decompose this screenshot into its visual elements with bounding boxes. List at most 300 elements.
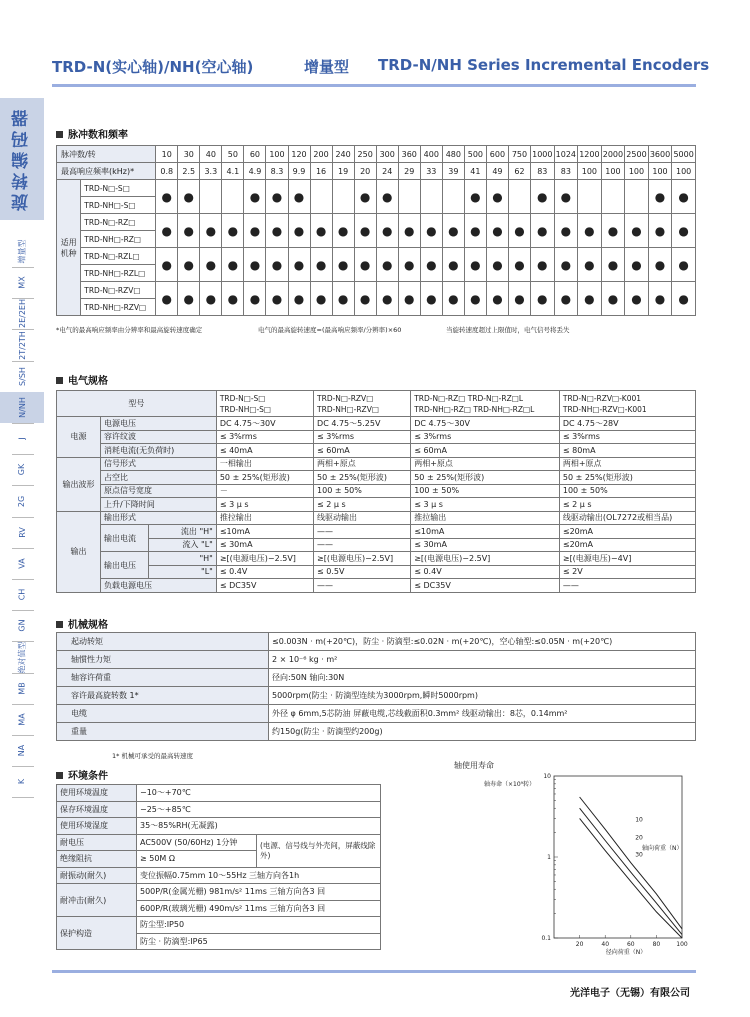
elec-value: 100 ± 50% (411, 484, 560, 498)
availability-dot (332, 180, 354, 214)
model-name: TRD-N□-RZL□ (81, 248, 156, 265)
model-name-line: TRD-NH□-RZV□-K001 (562, 404, 647, 414)
availability-dot: ● (486, 282, 508, 316)
elec-value: ≤ DC35V (216, 579, 313, 593)
availability-dot: ● (578, 214, 602, 248)
mechanical-section-label: 机械规格 (68, 620, 108, 631)
freq-cell: 100 (578, 163, 602, 180)
elec-param-label: 电源电压 (101, 417, 217, 431)
availability-dot: ● (266, 248, 288, 282)
env-row (57, 818, 381, 835)
elec-subgroup-label: 输出电压 (101, 552, 149, 579)
pulse-cell: 30 (178, 146, 200, 163)
model-name-line: TRD-NH□-RZ□ TRD-NH□-RZ□L (414, 404, 535, 414)
sidebar-item-label: VA (17, 558, 27, 569)
availability-dot: ● (288, 282, 310, 316)
sidebar-item-label: 增量型 (17, 239, 27, 264)
elec-value: ≥[(电源电压)−2.5V] (314, 552, 411, 566)
sidebar-item[interactable] (0, 704, 44, 735)
env-value: 防尘 · 防滴型:IP65 (137, 933, 381, 950)
freq-row-label: 最高响应频率(kHz)* (57, 163, 156, 180)
sidebar-item[interactable] (0, 361, 44, 392)
freq-cell: 83 (531, 163, 555, 180)
availability-dot: ● (288, 180, 310, 214)
mech-label: 轴惯性力矩 (57, 651, 269, 669)
env-value: 变位振幅0.75mm 10～55Hz 三轴方向各1h (137, 867, 381, 884)
elec-value: ≤ 60mA (411, 444, 560, 458)
mechanical-table (56, 632, 696, 741)
mech-row (57, 723, 696, 741)
mechanical-note: 1* 机械可承受的最高转速度 (112, 752, 193, 760)
availability-dot: ● (398, 282, 420, 316)
sidebar-item[interactable] (0, 330, 44, 361)
model-row (57, 282, 696, 299)
applicable-models-text: 适用机种 (60, 237, 77, 258)
freq-row (57, 163, 696, 180)
availability-dot: ● (156, 214, 178, 248)
pulse-cell: 400 (420, 146, 442, 163)
sidebar-item[interactable] (0, 298, 44, 329)
title-en: TRD-N/NH Series Incremental Encoders (378, 56, 710, 74)
sidebar-item[interactable] (0, 735, 44, 766)
mech-label: 容许最高旋转数 1* (57, 687, 269, 705)
pulse-cell: 100 (266, 146, 288, 163)
freq-cell: 16 (310, 163, 332, 180)
availability-dot: ● (178, 248, 200, 282)
availability-dot: ● (508, 248, 530, 282)
pulse-cell: 500 (464, 146, 486, 163)
elec-value: ≤ 0.4V (411, 565, 560, 579)
environment-section-label: 环境条件 (68, 771, 108, 782)
sidebar (0, 98, 44, 998)
model-name: TRD-NH□-RZ□ (81, 231, 156, 248)
model-name-line: TRD-NH□-RZV□ (317, 404, 379, 414)
freq-cell: 100 (601, 163, 625, 180)
availability-dot: ● (310, 248, 332, 282)
pulse-cell: 360 (398, 146, 420, 163)
x-tick-label: 60 (626, 941, 635, 948)
mech-value: 外径 φ 6mm,5芯防油 屏蔽电缆,芯线截面积0.3mm² 线驱动输出：8芯，0.14mm² (269, 705, 696, 723)
series-line (580, 797, 682, 929)
sidebar-item[interactable] (0, 548, 44, 579)
freq-cell: 3.3 (200, 163, 222, 180)
section-marker-icon (56, 772, 63, 779)
availability-dot: ● (178, 282, 200, 316)
env-label: 使用环境温度 (57, 785, 137, 802)
model-name-line: TRD-N□-RZV□ (317, 393, 374, 403)
pulse-cell: 2000 (601, 146, 625, 163)
elec-value: 两相+原点 (559, 457, 695, 471)
availability-dot: ● (508, 214, 530, 248)
mech-label: 轴容许荷重 (57, 669, 269, 687)
electrical-section-title (56, 372, 108, 387)
elec-row (57, 417, 696, 431)
elec-value: ≤ 3%rms (216, 430, 313, 444)
y-tick-label: 0.1 (541, 935, 551, 942)
availability-dot: ● (442, 282, 464, 316)
availability-dot (310, 180, 332, 214)
elec-value: 两相+原点 (314, 457, 411, 471)
elec-value: － (216, 484, 313, 498)
availability-dot: ● (200, 282, 222, 316)
model-name: TRD-NH□-RZV□ (81, 299, 156, 316)
electrical-table (56, 390, 696, 593)
elec-value: ≤ 3%rms (411, 430, 560, 444)
availability-dot: ● (376, 180, 398, 214)
availability-dot: ● (222, 248, 244, 282)
freq-cell: 2.5 (178, 163, 200, 180)
env-row (57, 785, 381, 802)
electrical-section-label: 电气规格 (68, 376, 108, 387)
freq-cell: 0.8 (156, 163, 178, 180)
model-row (57, 248, 696, 265)
model-column-header (216, 391, 313, 417)
availability-dot: ● (625, 248, 649, 282)
pulse-cell: 240 (332, 146, 354, 163)
availability-dot: ● (442, 248, 464, 282)
pulse-cell: 5000 (672, 146, 696, 163)
elec-param-label: 容许纹波 (101, 430, 217, 444)
elec-row (57, 471, 696, 485)
availability-dot: ● (244, 214, 266, 248)
availability-dot: ● (601, 282, 625, 316)
elec-row (57, 538, 696, 552)
y-tick-label: 1 (547, 854, 551, 861)
availability-dot: ● (332, 214, 354, 248)
env-value: 35～85%RH(无凝露) (137, 818, 381, 835)
elec-group-label: 电源 (57, 417, 101, 458)
sidebar-item[interactable] (0, 642, 44, 673)
pulse-cell: 60 (244, 146, 266, 163)
mech-value: 5000rpm(防尘 · 防滴型连续为3000rpm,瞬时5000rpm) (269, 687, 696, 705)
model-name-line: TRD-N□-S□ (219, 393, 266, 403)
pulse-section-label: 脉冲数和频率 (68, 130, 128, 141)
elec-param-label: "H" (149, 552, 217, 566)
availability-dot: ● (420, 248, 442, 282)
env-row (57, 801, 381, 818)
y-tick-label: 10 (543, 773, 551, 780)
elec-value: 50 ± 25%(矩形波) (314, 471, 411, 485)
pulse-row (57, 146, 696, 163)
elec-value: 50 ± 25%(矩形波) (411, 471, 560, 485)
env-row (57, 834, 381, 851)
model-row (57, 214, 696, 231)
availability-dot: ● (554, 214, 578, 248)
availability-dot: ● (464, 180, 486, 214)
availability-dot (200, 180, 222, 214)
availability-dot: ● (486, 214, 508, 248)
freq-cell: 19 (332, 163, 354, 180)
env-value: −10～+70℃ (137, 785, 381, 802)
availability-dot: ● (222, 214, 244, 248)
availability-dot (601, 180, 625, 214)
elec-value: ≥[(电源电压)−4V] (559, 552, 695, 566)
freq-cell: 33 (420, 163, 442, 180)
sidebar-category: 旋转编码器 (0, 98, 44, 220)
mech-row (57, 651, 696, 669)
env-value: ≥ 50M Ω (137, 851, 257, 868)
availability-dot: ● (244, 180, 266, 214)
pulse-cell: 2500 (625, 146, 649, 163)
model-name-line: TRD-NH□-S□ (219, 404, 272, 414)
elec-group-label: 输出波形 (57, 457, 101, 511)
pulse-cell: 120 (288, 146, 310, 163)
elec-value: ≤ 3%rms (314, 430, 411, 444)
elec-param-label: 原点信号宽度 (101, 484, 217, 498)
sidebar-item[interactable] (0, 392, 44, 423)
availability-dot: ● (648, 180, 672, 214)
freq-cell: 9.9 (288, 163, 310, 180)
env-value: 防尘型:IP50 (137, 917, 381, 934)
sidebar-item[interactable] (0, 610, 44, 641)
elec-param-label: 占空比 (101, 471, 217, 485)
elec-header-row (57, 391, 696, 417)
env-row (57, 884, 381, 901)
elec-value: ≤ 60mA (314, 444, 411, 458)
freq-cell: 100 (648, 163, 672, 180)
mech-value: 径向:50N 轴向:30N (269, 669, 696, 687)
freq-cell: 41 (464, 163, 486, 180)
env-value: 600P/R(玻璃光栅) 490m/s² 11ms 三轴方向各3 回 (137, 900, 381, 917)
pulse-cell: 1200 (578, 146, 602, 163)
elec-row (57, 511, 696, 525)
legend-title: 轴向荷重（N） (642, 845, 683, 852)
env-label: 保存环境温度 (57, 801, 137, 818)
elec-row (57, 457, 696, 471)
sidebar-item-label: MA (17, 713, 27, 726)
availability-dot: ● (531, 180, 555, 214)
elec-group-label: 输出 (57, 511, 101, 592)
elec-value: 两相+原点 (411, 457, 560, 471)
elec-value: —— (314, 579, 411, 593)
mech-row (57, 669, 696, 687)
availability-dot: ● (200, 248, 222, 282)
model-name: TRD-N□-RZ□ (81, 214, 156, 231)
sidebar-item[interactable] (0, 517, 44, 548)
availability-dot: ● (531, 248, 555, 282)
mechanical-section-title (56, 616, 108, 631)
availability-dot: ● (222, 282, 244, 316)
elec-row (57, 498, 696, 512)
availability-dot: ● (266, 282, 288, 316)
availability-dot: ● (464, 248, 486, 282)
elec-param-label: 消耗电流(无负荷时) (101, 444, 217, 458)
sidebar-item-label: 2G (17, 495, 27, 507)
sidebar-item-label: GK (17, 464, 27, 476)
mech-row (57, 633, 696, 651)
availability-dot: ● (266, 214, 288, 248)
pulse-cell: 40 (200, 146, 222, 163)
elec-param-label: 上升/下降时间 (101, 498, 217, 512)
mech-label: 电缆 (57, 705, 269, 723)
availability-dot: ● (332, 248, 354, 282)
freq-cell: 100 (625, 163, 649, 180)
availability-dot: ● (420, 282, 442, 316)
elec-row (57, 525, 696, 539)
env-value: AC500V (50/60Hz) 1分钟 (137, 834, 257, 851)
availability-dot: ● (648, 282, 672, 316)
env-label: 耐电压 (57, 834, 137, 851)
elec-row (57, 430, 696, 444)
elec-value: —— (314, 538, 411, 552)
sidebar-item[interactable] (0, 579, 44, 610)
availability-dot: ● (578, 282, 602, 316)
series-line (580, 818, 682, 938)
environment-section-title (56, 767, 108, 782)
environment-table (56, 784, 381, 950)
freq-cell: 20 (354, 163, 376, 180)
sidebar-item-label: MX (17, 276, 27, 289)
series-label: 20 (635, 834, 643, 842)
availability-dot: ● (244, 282, 266, 316)
availability-dot: ● (554, 180, 578, 214)
sidebar-item-label: RV (17, 527, 27, 538)
model-row (57, 180, 696, 197)
env-value: −25～+85℃ (137, 801, 381, 818)
model-column-header (559, 391, 695, 417)
elec-value: ≤ 80mA (559, 444, 695, 458)
availability-dot: ● (332, 282, 354, 316)
elec-row (57, 579, 696, 593)
elec-value: ≤ 3 μ s (216, 498, 313, 512)
freq-cell: 29 (398, 163, 420, 180)
sidebar-item-label: 绝对值型 (17, 641, 27, 674)
env-merged-note: (电源、信号线与外壳间，屏蔽线除外) (257, 834, 381, 867)
availability-dot: ● (578, 248, 602, 282)
availability-dot: ● (554, 248, 578, 282)
sidebar-item[interactable] (0, 673, 44, 704)
availability-dot: ● (310, 282, 332, 316)
elec-value: DC 4.75～30V (216, 417, 313, 431)
availability-dot: ● (376, 214, 398, 248)
series-label: 10 (635, 816, 643, 824)
model-name-line: TRD-N□-RZV□-K001 (562, 393, 642, 403)
header-rule (52, 84, 696, 87)
pulse-cell: 1024 (554, 146, 578, 163)
model-header: 型号 (57, 391, 217, 417)
availability-dot: ● (288, 214, 310, 248)
model-name: TRD-N□-RZV□ (81, 282, 156, 299)
elec-row (57, 484, 696, 498)
model-name: TRD-NH□-RZL□ (81, 265, 156, 282)
elec-value: ≤ 2 μ s (314, 498, 411, 512)
availability-dot (420, 180, 442, 214)
shaft-life-chart (452, 760, 692, 960)
model-name: TRD-NH□-S□ (81, 197, 156, 214)
availability-dot: ● (420, 214, 442, 248)
elec-value: ≤ 3 μ s (411, 498, 560, 512)
freq-cell: 62 (508, 163, 530, 180)
availability-dot: ● (508, 282, 530, 316)
elec-param-label: 流出 "H" (149, 525, 217, 539)
section-marker-icon (56, 621, 63, 628)
elec-param-label: 流入 "L" (149, 538, 217, 552)
freq-cell: 4.9 (244, 163, 266, 180)
availability-dot: ● (178, 180, 200, 214)
elec-value: ≤20mA (559, 538, 695, 552)
freq-cell: 24 (376, 163, 398, 180)
availability-dot: ● (354, 214, 376, 248)
pulse-section-title (56, 126, 128, 141)
elec-value: 线驱动输出(OL7272或相当品) (559, 511, 695, 525)
applicable-models-label (57, 180, 81, 316)
pulse-row-label: 脉冲数/转 (57, 146, 156, 163)
sidebar-item-label: CH (17, 588, 27, 601)
sidebar-item-label: K (17, 779, 27, 785)
availability-dot (442, 180, 464, 214)
elec-param-label: 输出形式 (101, 511, 217, 525)
model-name: TRD-N□-S□ (81, 180, 156, 197)
availability-dot: ● (486, 248, 508, 282)
x-tick-label: 40 (601, 941, 610, 948)
chart-xlabel: 径向荷重（N） (605, 949, 647, 956)
elec-value: 推拉输出 (411, 511, 560, 525)
availability-dot (508, 180, 530, 214)
mech-label: 起动转矩 (57, 633, 269, 651)
elec-value: ≤ 30mA (411, 538, 560, 552)
sidebar-item-label: 2E/2EH (17, 299, 27, 329)
sidebar-item-label: NA (17, 744, 27, 757)
pulse-cell: 200 (310, 146, 332, 163)
sidebar-item[interactable] (0, 423, 44, 454)
availability-dot: ● (464, 282, 486, 316)
sidebar-item[interactable] (0, 236, 44, 267)
freq-cell: 83 (554, 163, 578, 180)
availability-dot: ● (601, 214, 625, 248)
elec-row (57, 552, 696, 566)
elec-param-label: 信号形式 (101, 457, 217, 471)
freq-cell: 49 (486, 163, 508, 180)
pulse-note-2: 电气的最高旋转速度=(最高响应频率/分辨率)×60 (258, 326, 402, 334)
chart-ylabel: 轴寿命（×10⁹转） (484, 781, 536, 788)
section-marker-icon (56, 377, 63, 384)
pulse-cell: 600 (486, 146, 508, 163)
availability-dot: ● (442, 214, 464, 248)
sidebar-item-label: 2T/2TH (17, 330, 27, 360)
availability-dot: ● (625, 214, 649, 248)
mech-label: 重量 (57, 723, 269, 741)
elec-value: 推拉输出 (216, 511, 313, 525)
availability-dot: ● (464, 214, 486, 248)
freq-cell: 39 (442, 163, 464, 180)
section-marker-icon (56, 131, 63, 138)
pulse-cell: 3600 (648, 146, 672, 163)
elec-value: 50 ± 25%(矩形波) (559, 471, 695, 485)
model-column-header (314, 391, 411, 417)
availability-dot: ● (310, 214, 332, 248)
env-row (57, 917, 381, 934)
availability-dot: ● (672, 248, 696, 282)
pulse-cell: 50 (222, 146, 244, 163)
elec-row (57, 565, 696, 579)
x-tick-label: 80 (652, 941, 661, 948)
freq-cell: 4.1 (222, 163, 244, 180)
availability-dot: ● (156, 282, 178, 316)
pulse-cell: 750 (508, 146, 530, 163)
availability-dot: ● (672, 214, 696, 248)
sidebar-item[interactable] (0, 486, 44, 517)
pulse-cell: 480 (442, 146, 464, 163)
pulse-cell: 10 (156, 146, 178, 163)
sidebar-item-label: N/NH (17, 397, 27, 418)
sidebar-item[interactable] (0, 267, 44, 298)
footer-company: 光洋电子（无锡）有限公司 (570, 988, 690, 999)
chart-title: 轴使用寿命 (454, 761, 494, 770)
availability-dot (222, 180, 244, 214)
elec-value: DC 4.75～5.25V (314, 417, 411, 431)
sidebar-item[interactable] (0, 454, 44, 485)
sidebar-item[interactable] (0, 766, 44, 797)
